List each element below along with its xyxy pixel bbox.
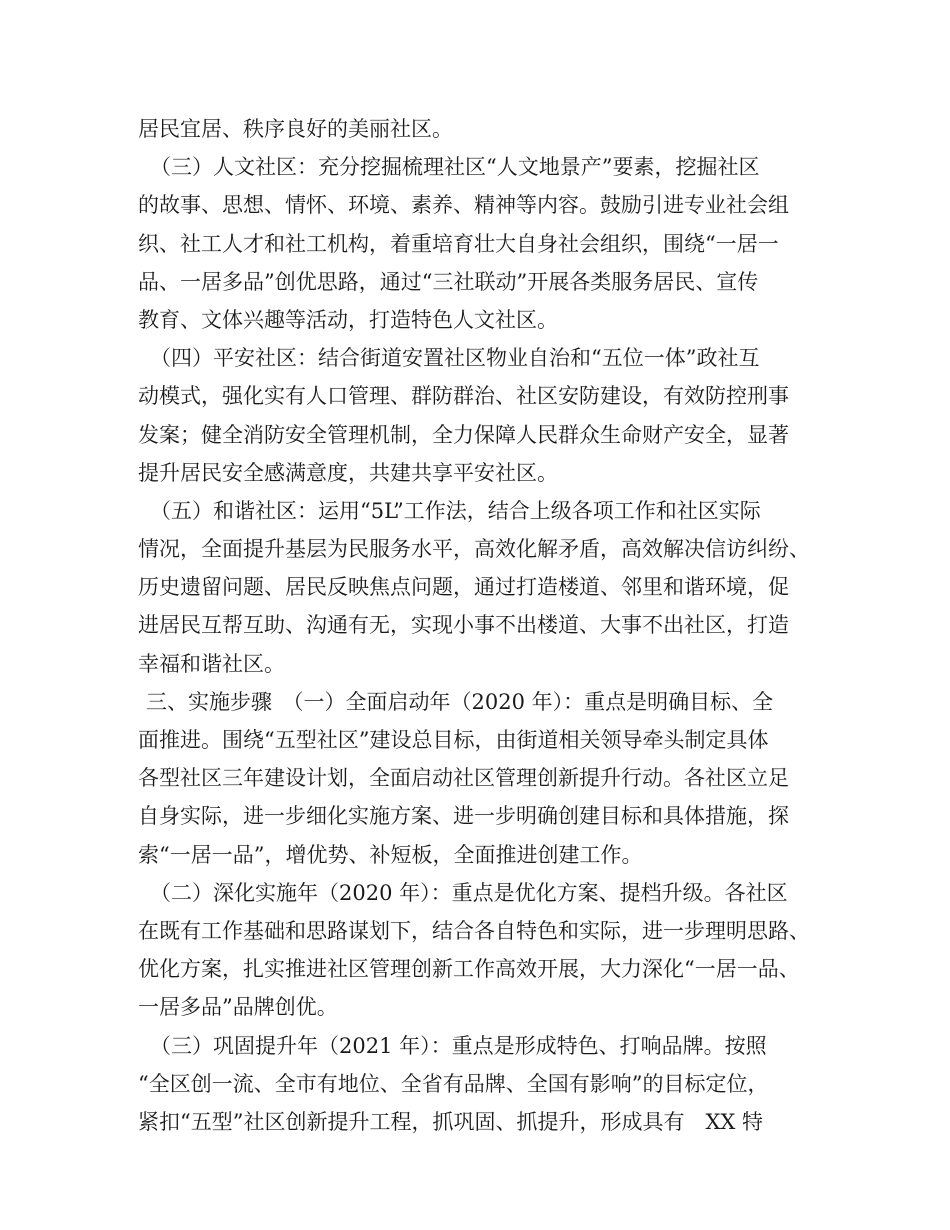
text-line: “全区创一流、全市有地位、全省有品牌、全国有影响”的目标定位， xyxy=(138,1071,769,1096)
paragraph-heading-line: （三）人文社区：充分挖掘梳理社区“人文地景产”要素，挖掘社区 xyxy=(150,155,760,180)
text-line: 在既有工作基础和思路谋划下，结合各自特色和实际，进一步理明思路、 xyxy=(138,918,810,943)
text-line: 历史遗留问题、居民反映焦点问题，通过打造楼道、邻里和谐环境，促 xyxy=(138,575,789,600)
text-line: 幸福和谐社区。 xyxy=(138,651,285,676)
text-line: 发案；健全消防安全管理机制，全力保障人民群众生命财产安全，显著 xyxy=(138,422,789,447)
paragraph-heading-line: （四）平安社区：结合街道安置社区物业自治和“五位一体”政社互 xyxy=(150,346,760,371)
text-line: 提升居民安全感满意度，共建共享平安社区。 xyxy=(138,460,558,485)
paragraph-heading-line: （二）深化实施年（2020 年）：重点是优化方案、提档升级。各社区 xyxy=(150,880,788,905)
text-line: 自身实际，进一步细化实施方案、进一步明确创建目标和具体措施，探 xyxy=(138,804,789,829)
paragraph-heading-line: （三）巩固提升年（2021 年）：重点是形成特色、打响品牌。按照 xyxy=(150,1033,767,1058)
text-line: 的故事、思想、情怀、环境、素养、精神等内容。鼓励引进专业社会组 xyxy=(138,193,789,218)
text-line: 索“一居一品”，增优势、补短板，全面推进创建工作。 xyxy=(138,842,643,867)
text-line: 一居多品”品牌创优。 xyxy=(138,995,338,1020)
text-line: 教育、文体兴趣等活动，打造特色人文社区。 xyxy=(138,307,558,332)
text-line: 各型社区三年建设计划，全面启动社区管理创新提升行动。各社区立足 xyxy=(138,766,789,791)
section-heading-line: 三、实施步骤 （一）全面启动年（2020 年）：重点是明确目标、全 xyxy=(146,689,774,714)
document-body xyxy=(138,110,828,1141)
text-line: 进居民互帮互助、沟通有无，实现小事不出楼道、大事不出社区，打造 xyxy=(138,613,789,638)
text-line: 居民宜居、秩序良好的美丽社区。 xyxy=(138,117,453,141)
text-line: 情况，全面提升基层为民服务水平，高效化解矛盾，高效解决信访纠纷、 xyxy=(138,537,810,562)
text-line: 优化方案，扎实推进社区管理创新工作高效开展，大力深化“一居一品、 xyxy=(138,957,800,982)
paragraph-heading-line: （五）和谐社区：运用“5L”工作法，结合上级各项工作和社区实际 xyxy=(150,498,761,523)
text-line: 品、一居多品”创优思路，通过“三社联动”开展各类服务居民、宣传 xyxy=(138,269,759,294)
text-line: 织、社工人才和社工机构，着重培育壮大自身社会组织，围绕“一居一 xyxy=(138,231,779,256)
text-line: 动模式，强化实有人口管理、群防群治、社区安防建设，有效防控刑事 xyxy=(138,384,789,409)
text-line: 面推进。围绕“五型社区”建设总目标，由街道相关领导牵头制定具体 xyxy=(138,728,769,752)
text-line: 紧扣“五型”社区创新提升工程，抓巩固、抓提升，形成具有 XX 特 xyxy=(138,1109,764,1134)
